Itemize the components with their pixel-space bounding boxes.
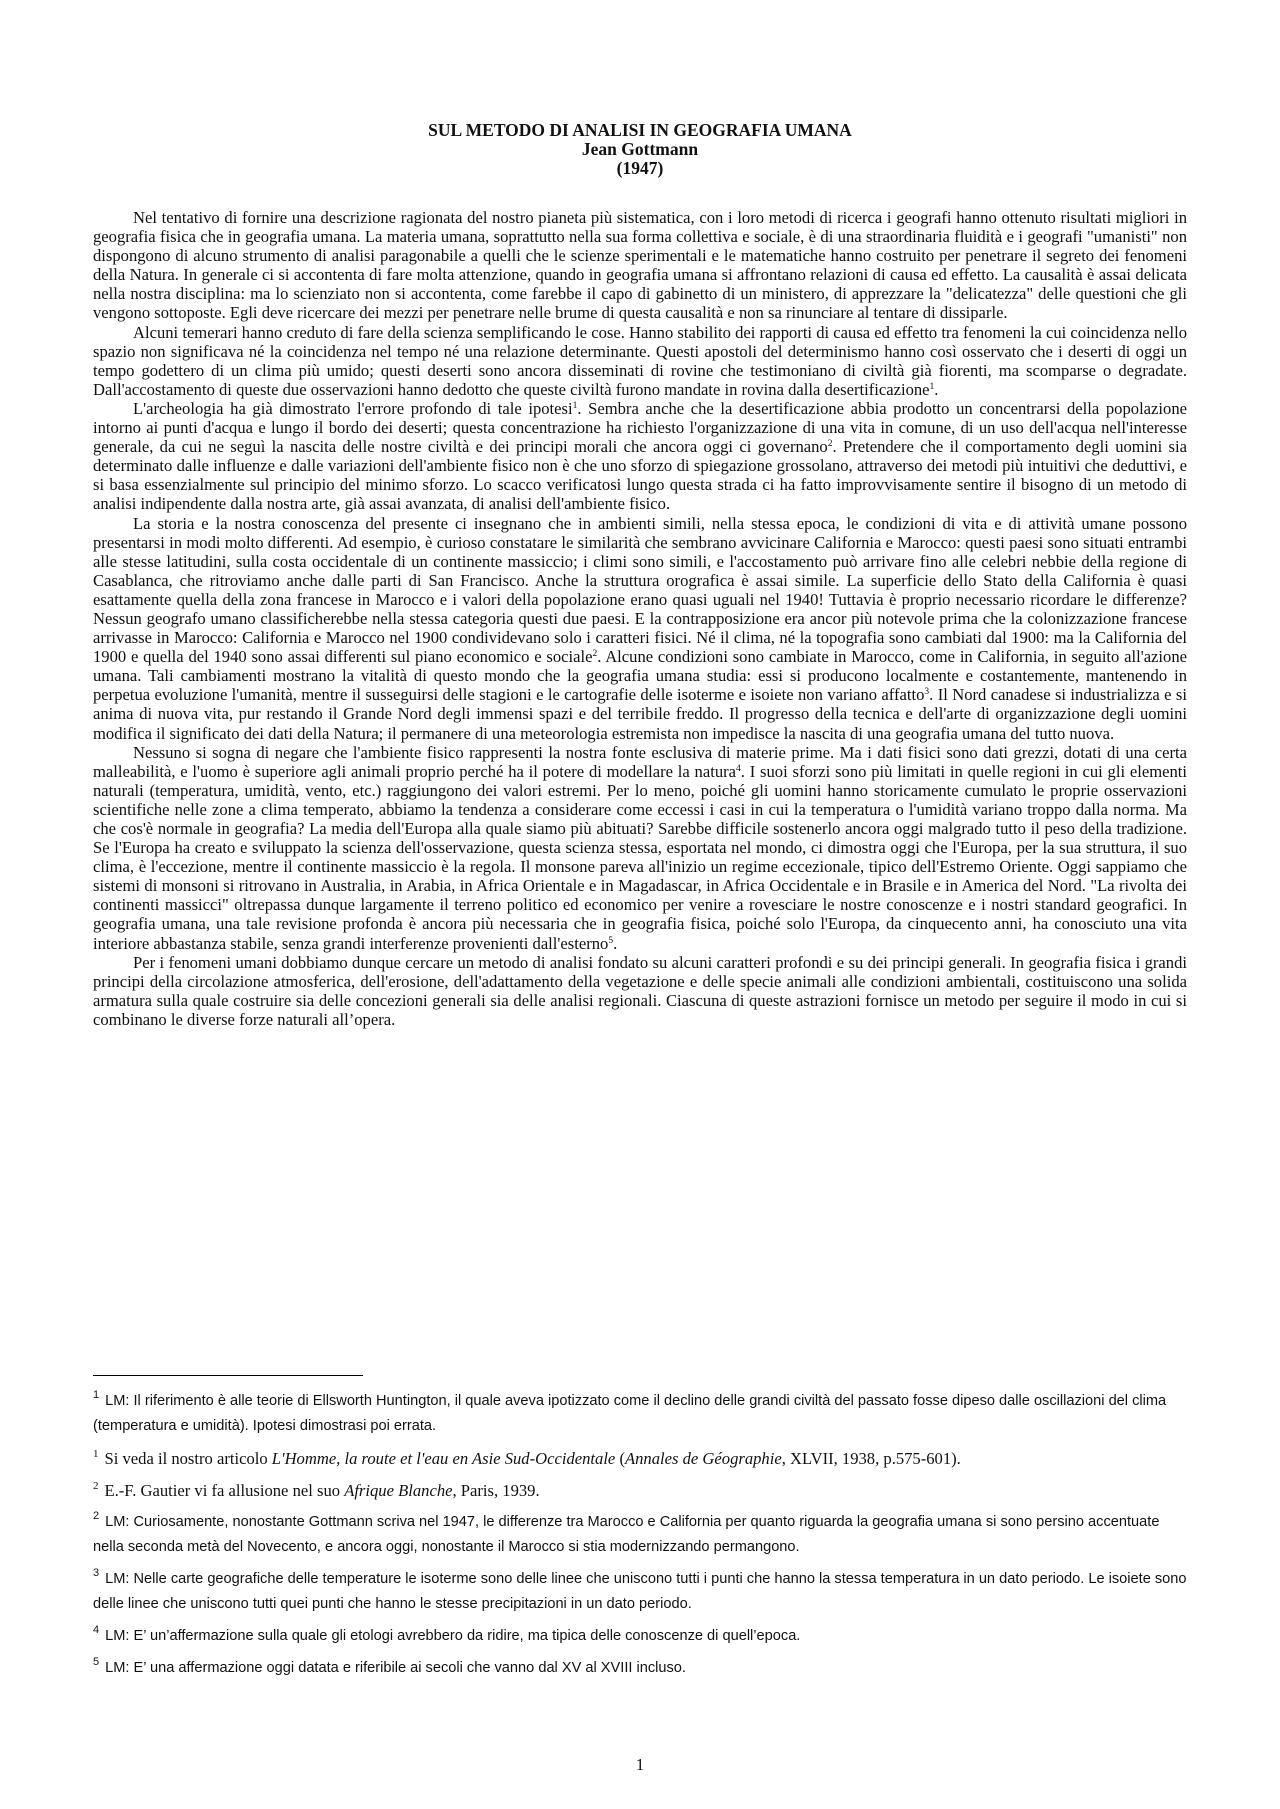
footnote-text: , XLVII, 1938, p.575-601).	[781, 1449, 961, 1468]
paragraph-6-text: Per i fenomeni umani dobbiamo dunque cercare un metodo di analisi fondato su alcuni caratteri profondi e su dei principi generali. In geografia fisica i grandi principi della circolazione atmosferica, dell'erosione, dell'adattamento della vegetazione e delle specie animali alle condizioni ambientali, costituiscono una solida armatura sulla quale costruire sia delle concezioni generali sia delle analisi regionali. Ciascuna di queste astrazioni fornisce un metodo per seguire il modo in cui si combinano le diverse forze naturali all’opera.	[93, 952, 1187, 1029]
paragraph-3	[93, 399, 1187, 514]
footnote-mark: 1	[93, 1389, 100, 1401]
footnote-text: LM: Curiosamente, nonostante Gottmann scriva nel 1947, le differenze tra Marocco e California per quanto riguarda la geografia umana si sono persino accentuate nella seconda metà del Novecento, e ancora oggi, nonostante il Marocco si stia modernizzando permangono.	[93, 1514, 1160, 1555]
paragraph-4	[93, 514, 1187, 743]
footnote-5	[93, 1656, 1187, 1681]
body-text	[93, 208, 1187, 1029]
footnote-ref: 1	[572, 400, 578, 411]
page-number: 1	[635, 1755, 645, 1774]
paragraph-2-end: .	[934, 379, 939, 399]
footnote-text: LM: Nelle carte geografiche delle temperature le isoterme sono delle linee che uniscono tutti i punti che hanno la stessa temperatura in un dato periodo. Le isoiete sono delle linee che uniscono tutti quei punti che hanno le stesse precipitazioni in un dato periodo.	[93, 1571, 1187, 1612]
paragraph-4-text: La storia e la nostra conoscenza del presente ci insegnano che in ambienti simili, nella stessa epoca, le condizioni di vita e di attività umane possono presentarsi in modi molto differenti. Ad esempio, è curioso constatare le similarità che sembrano avvicinare California e Marocco: questi paesi sono situati entrambi alle stesse latitudini, sulla costa occidentale di un continente massiccio; i climi sono simili, e l'accostamento può arrivare fino alle celebri nebbie della regione di Casablanca, che ritroviamo anche dalle parti di San Francisco. Anche la struttura orografica è assai simile. La superficie dello Stato della California è quasi esattamente quella della zona francese in Marocco e i valori della popolazione erano quasi uguali nel 1940! Tuttavia è proprio necessario ricordare le differenze? Nessun geografo umano classificherebbe nella stessa categoria questi due paesi. E la contrapposizione era ancor più notevole prima che la colonizzazione francese arrivasse in Marocco: California e Marocco nel 1900 condividevano solo i caratteri fisici. Né il clima, né la topografia sono cambiati dal 1900: ma la California del 1900 e quella del 1940 sono assai differenti sul piano economico e sociale	[93, 513, 1187, 667]
paragraph-4-text: . Alcune condizioni sono cambiate in Marocco, come in California, in seguito all'azione umana. Tali cambiamenti mostrano la vitalità di questo mondo che la geografia umana studia: essi si producono localmente e costantemente, mantenendo in perpetua evoluzione l'umanità, mentre il susseguirsi delle stagioni e le cartografie delle isoterme e isoiete non variano affatto	[93, 647, 1187, 705]
title-block	[0, 121, 1280, 178]
cited-article-title: L'Homme, la route et l'eau en Asie Sud-Occidentale	[271, 1449, 616, 1468]
cited-book-title: Afrique Blanche	[344, 1481, 453, 1500]
paragraph-5-text: . I suoi sforzi sono più limitati in quelle regioni in cui gli elementi naturali (temperatura, umidità, vento, etc.) raggiungono dei valori estremi. Per lo meno, poiché gli uomini hanno storicamente cumulato le proprie osservazioni scientifiche nelle zone a clima temperato, abbiamo la tendenza a considerare come eccessi i casi in cui la temperatura o l'umidità variano troppo dalla norma. Ma che cos'è normale in geografia? La media dell'Europa alla quale siamo più abituati? Sarebbe difficile sostenerlo ancora oggi malgrado tutto il peso della tradizione. Se l'Europa ha creato e sviluppato la scienza dell'osservazione, questa scienza stessa, esportata nel mondo, ci dimostra oggi che l'Europa, per la sua struttura, il suo clima, è l'eccezione, mentre il continente massiccio è la regola. Il monsone pareva all'inizio un regime eccezionale, tipico dell'Estremo Oriente. Oggi sappiamo che sistemi di monsoni si ritrovano in Australia, in Arabia, in Africa Orientale e in Magadascar, in Africa Occidentale e in Brasile e in America del Nord. "La rivolta dei continenti massicci" oltrepassa dunque largamente il terreno politico ed economico per venire a rovesciare le nostre conoscenze e i nostri standard geografici. In geografia umana, una tale revisione profonda è ancora più necessaria che in geografia fisica, poiché solo l'Europa, da cinquecento anni, ha conosciuto una vita interiore abbastanza stabile, senza grandi interferenze provenienti dall'esterno	[93, 761, 1187, 953]
footnote-ref: 1	[929, 381, 935, 392]
footnote-ref: 3	[924, 687, 930, 698]
footnote-ref: 5	[608, 935, 614, 946]
footnote-text: LM: Il riferimento è alle teorie di Ellsworth Huntington, il quale aveva ipotizzato come il declino delle grandi civiltà del passato fosse dipeso dalle oscillazioni del clima (temperatura e umidità). Ipotesi dimostrasi poi errata.	[93, 1393, 1167, 1434]
footnote-3	[93, 1567, 1187, 1617]
footnote-text: , Paris, 1939.	[452, 1481, 540, 1500]
footnote-mark: 1	[93, 1448, 99, 1460]
footnote-2-lm	[93, 1510, 1187, 1560]
footnote-1	[93, 1446, 1187, 1471]
document-year: (1947)	[616, 158, 664, 178]
footnote-text: Si veda il nostro articolo	[104, 1449, 272, 1468]
paragraph-2-text: Alcuni temerari hanno creduto di fare della scienza semplificando le cose. Hanno stabilito dei rapporti di causa ed effetto tra fenomeni la cui coincidenza nello spazio non significava né la coincidenza nel tempo né una relazione determinante. Questi apostoli del determinismo hanno così osservato che i deserti di oggi un tempo godettero di un clima più umido; questi deserti sono ancora disseminati di rovine che testimoniano di civiltà già fiorenti, ma scomparse o degradate. Dall'accostamento di queste due osservazioni hanno dedotto che queste civiltà furono mandate in rovina dalla desertificazione	[93, 322, 1187, 399]
footnote-text: (	[615, 1449, 625, 1468]
footnote-text: LM: E’ un’affermazione sulla quale gli etologi avrebbero da ridire, ma tipica delle conoscenze di quell’epoca.	[105, 1628, 801, 1644]
footnote-ref: 2	[592, 649, 598, 660]
document-title: SUL METODO DI ANALISI IN GEOGRAFIA UMANA	[428, 120, 852, 140]
document-author: Jean Gottmann	[581, 139, 699, 159]
footnote-mark: 2	[93, 1510, 100, 1522]
footnote-text: LM: E’ una affermazione oggi datata e riferibile ai secoli che vanno dal XV al XVIII incluso.	[105, 1660, 686, 1676]
footnote-1-lm	[93, 1389, 1187, 1439]
paragraph-3-text: . Pretendere che il comportamento degli uomini sia determinato dalle influenze e dalle variazioni dell'ambiente fisico non è che uno sforzo di spiegazione grossolano, attraverso dei metodi più intuitivi che deduttivi, e si basa essenzialmente sul principio del minimo sforzo. Lo scacco verificatosi lungo questa strada ci ha fatto improvvisamente sentire il bisogno di un metodo di analisi indipendente dalla nostra arte, già assai avanzata, di analisi dell'ambiente fisico.	[93, 437, 1187, 514]
footnote-ref: 4	[736, 763, 741, 774]
footnote-4	[93, 1624, 1187, 1649]
footnote-ref: 2	[827, 439, 833, 450]
footnote-text: E.-F. Gautier vi fa allusione nel suo	[104, 1481, 345, 1500]
footnote-mark: 5	[93, 1656, 100, 1668]
footnote-mark: 3	[93, 1567, 100, 1579]
cited-journal-title: Annales de Géographie	[625, 1449, 782, 1468]
paragraph-6	[93, 953, 1187, 1029]
paragraph-5	[93, 743, 1187, 953]
paragraph-1-text: Nel tentativo di fornire una descrizione ragionata del nostro pianeta più sistematica, con i loro metodi di ricerca i geografi hanno ottenuto risultati migliori in geografia fisica che in geografia umana. La materia umana, soprattutto nella sua forma collettiva e sociale, è di una straordinaria fluidità e i geografi "umanisti" non dispongono di alcuno strumento di analisi paragonabile a quelli che le scienze sperimentali e le matematiche hanno costruito per penetrare il segreto dei fenomeni della Natura. In generale ci si accontenta di fare molta attenzione, quando in geografia umana si affrontano relazioni di causa ed effetto. La causalità è assai delicata nella nostra disciplina: ma lo scienziato non si accontenta, come farebbe il capo di gabinetto di un ministero, di apprezzare la "delicatezza" delle questioni che gli vengono sottoposte. Egli deve ricercare dei mezzi per penetrare nelle brume di questa causalità e non sa rinunciare al tentare di dissiparle.	[93, 208, 1187, 323]
footnote-separator	[93, 1375, 363, 1376]
footnote-2	[93, 1478, 1187, 1503]
paragraph-4-text: . Il Nord canadese si industrializza e si anima di nuova vita, pur restando il Grande Nord degli immensi spazi e del terribile freddo. Il progresso della tecnica e dell'arte di organizzazione degli uomini modifica il significato dei dati della Natura; il permanere di una meteorologia estremista non impedisce la nascita di una geografia umana del tutto nuova.	[93, 685, 1187, 743]
footnotes	[93, 1389, 1187, 1688]
paragraph-3-text: . Sembra anche che la desertificazione abbia prodotto un concentrarsi della popolazione intorno ai punti d'acqua e lungo il bordo dei deserti; questa concentrazione ha richiesto l'organizzazione di una vita in comune, di un uso dell'acqua nell'interesse generale, da cui ne seguì la nascita delle nostre civiltà e dei principi morali che ancora oggi ci governano	[93, 398, 1187, 457]
paragraph-5-text: Nessuno si sogna di negare che l'ambiente fisico rappresenti la nostra fonte esclusiva di materie prime. Ma i dati fisici sono dati grezzi, dotati di una certa malleabilità, e l'uomo è superiore agli animali proprio perché ha il potere di modellare la natura	[93, 742, 1187, 781]
paragraph-1	[93, 208, 1187, 323]
paragraph-2	[93, 323, 1187, 399]
footnote-mark: 4	[93, 1624, 100, 1636]
footnote-mark: 2	[93, 1480, 99, 1492]
paragraph-3-text: L'archeologia ha già dimostrato l'errore profondo di tale ipotesi	[133, 398, 573, 418]
paragraph-5-end: .	[613, 933, 618, 953]
